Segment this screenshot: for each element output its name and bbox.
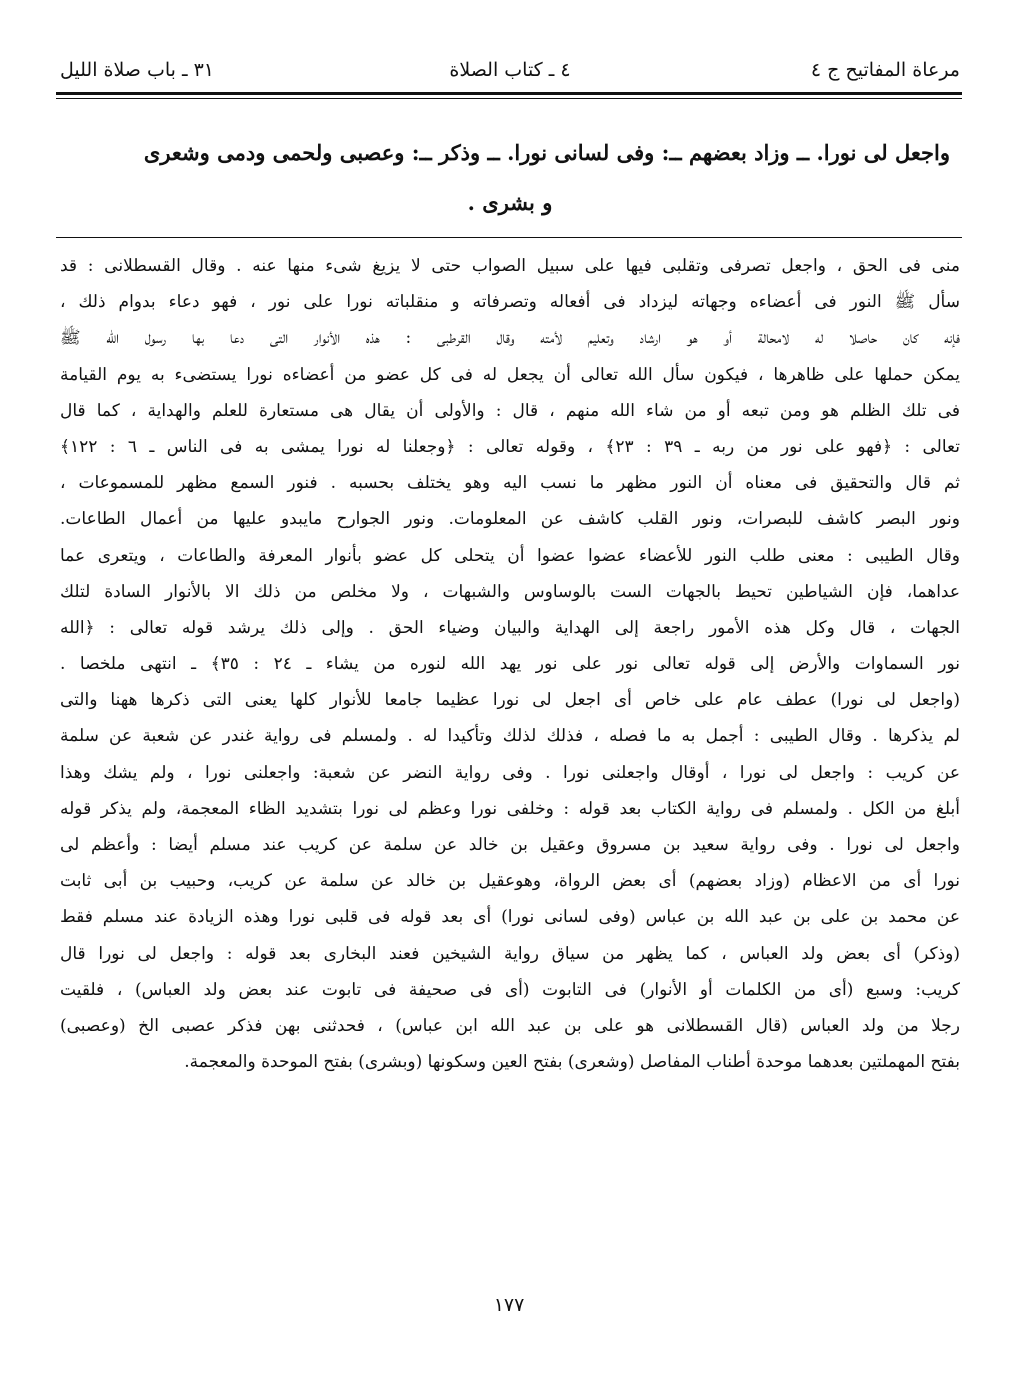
commentary-line: أبلغ من الكل . ولمسلم فى رواية الكتاب بعد قوله : وخلفى نورا وعظم لى نورا بتشديد الظاء المعجمة، ولم يذكر قوله — [60, 798, 960, 819]
commentary-line: سأل ﷺ النور فى أعضاءه وجهاته ليزداد فى أفعاله وتصرفاته و منقلباته نورا على نور ، فهو دعاء بدوام ذلك ، — [60, 292, 960, 313]
text-commentary-separator — [56, 237, 962, 238]
commentary-line: ونور البصر كاشف للبصرات، ونور القلب كاشف عن المعلومات. ونور الجوارح مايبدو عليها من أعمال الطاعات. — [60, 509, 960, 530]
page-number: ١٧٧ — [493, 1294, 525, 1316]
hadith-text-line-1: واجعل لى نورا. ــ وزاد بعضهم ــ: وفى لسانى نورا. ــ وذكر ــ: وعصبى ولحمى ودمى وشعرى — [143, 140, 950, 165]
commentary-line: رجلا من ولد العباس (قال القسطلانى هو على بن عبد الله ابن عباس) ، فحدثنى بهن فذكر عصبى الخ (وعصبى) — [60, 1015, 960, 1036]
commentary-line: نور السماوات والأرض إلى قوله تعالى نور على نور يهد الله لنوره من يشاء ـ ٢٤ : ٣٥﴾ ـ انتهى ملخصا . — [60, 654, 960, 675]
commentary-line: الجهات ، قال وكل هذه الأمور راجعة إلى الهداية والبيان وضياء الحق . وإلى ذلك يرشد قوله تعالى : ﴿الله — [60, 617, 960, 638]
commentary-line: ثم قال والتحقيق فى معناه أن النور مظهر ما نسب اليه وهو يختلف بحسبه . فنور السمع مظهر للمسموعات ، — [60, 473, 960, 494]
commentary-line: عن محمد بن على بن عبد الله بن عباس (وفى لسانى نورا) أى بعد قوله فى قلبى نورا وهذه الزيادة عند مسلم فقط — [60, 907, 960, 928]
commentary-line: فإنه كان حاصلا له لامحالة أو هو ارشاد وتعليم لأمته وقال القرطبى : هذه الأنوار التى دعا بها رسول الله ﷺ — [60, 328, 960, 349]
commentary-line: عن كريب : واجعل لى نورا ، أوقال واجعلنى نورا . وفى رواية النضر عن شعبة: واجعلنى نورا ، ولم يشك وهذا — [60, 762, 960, 783]
commentary-line: تعالى : ﴿فهو على نور من ربه ـ ٣٩ : ٢٣﴾ ، وقوله تعالى : ﴿وجعلنا له نورا يمشى به فى الناس ـ ٦ : ١٢٢﴾ — [60, 436, 960, 457]
hadith-text-line-2: و بشرى . — [467, 190, 553, 215]
running-header — [60, 50, 960, 90]
commentary-line: فى تلك الظلم هو ومن تبعه أو من شاء الله منهم ، قال : والأولى أن يقال هى مستعارة للعلم والهداية ، كما قال — [60, 400, 960, 421]
commentary-line: منى فى الحق ، واجعل تصرفى وتقلبى فيها على سبيل الصواب حتى لا يزيغ شىء منها عنه . وقال القسطلانى : قد — [60, 256, 960, 276]
header-chapter: ٤ ـ كتاب الصلاة — [449, 59, 571, 81]
commentary-line: عداهما، فإن الشياطين تحيط بالجهات الست بالوساوس والشبهات ، ولا مخلص من ذلك الا بالأنوار السادة لتلك — [60, 581, 960, 602]
commentary-line: بفتح المهملتين بعدهما موحدة أطناب المفاصل (وشعرى) بفتح العين وسكونها (وبشرى) بفتح الموحدة والمعجمة. — [184, 1052, 960, 1073]
commentary-line: (واجعل لى نورا) عطف عام على خاص أى اجعل لى نورا عظيما جامعا للأنوار كلها يعنى التى ذكرها ههنا والتى — [60, 690, 960, 711]
header-book-title: مرعاة المفاتيح ج ٤ — [810, 59, 960, 81]
commentary-line: وقال الطيبى : معنى طلب النور للأعضاء عضوا عضوا أن يتحلى كل عضو بأنوار المعرفة والطاعات ، ويتعرى عما — [60, 545, 960, 566]
header-rule-thick — [56, 92, 962, 95]
header-section: ٣١ ـ باب صلاة الليل — [60, 59, 215, 81]
commentary-body — [60, 248, 960, 1263]
commentary-line: (وذكر) أى بعض ولد العباس ، كما يظهر من سياق رواية الشيخين فعند البخارى بعد قوله : واجعل لى نورا قال — [60, 943, 960, 964]
commentary-line: نورا أى من الاعظام (وزاد بعضهم) أى بعض الرواة، وهوعقيل بن خالد عن سلمة عن كريب، وحبيب بن أبى ثابت — [60, 871, 960, 892]
commentary-line: واجعل لى نورا . وفى رواية سعيد بن مسروق وعقيل بن خالد عن سلمة عن كريب عند مسلم أيضا : وأعظم لى — [60, 835, 960, 855]
commentary-line: كريب: وسبع (أى من الكلمات أو الأنوار) فى التابوت (أى فى صحيفة فى تابوت عند بعض ولد العباس) ، فلقيت — [60, 979, 960, 1000]
header-rule-thin — [56, 98, 962, 99]
commentary-line: لم يذكرها . وقال الطيبى : أجمل به ما فصله ، فذلك لذلك وتأكيدا له . ولمسلم فى رواية غندر عن شعبة عن سلمة — [60, 726, 960, 747]
commentary-line: يمكن حملها على ظاهرها ، فيكون سأل الله تعالى أن يجعل له فى كل عضو من أعضاءه نورا يستضىء به يوم القيامة — [60, 364, 960, 385]
